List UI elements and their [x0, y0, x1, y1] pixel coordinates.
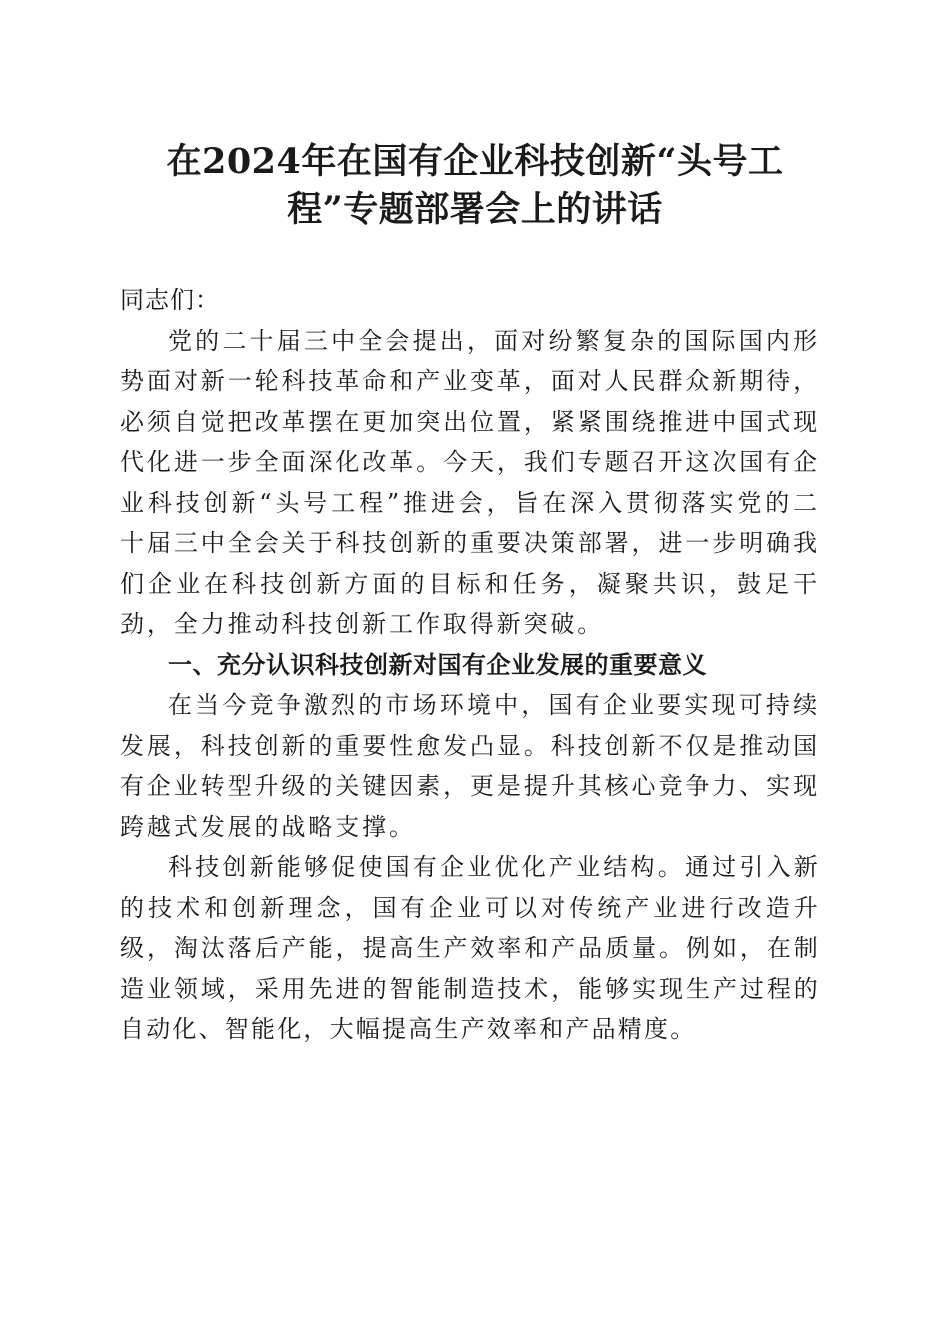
section-1-paragraph-1: 在当今竞争激烈的市场环境中，国有企业要实现可持续发展，科技创新的重要性愈发凸显。科技创新不仅是推动国有企业转型升级的关键因素，更是提升其核心竞争力、实现跨越式发展的战略支撑。 [120, 691, 820, 841]
title-line-2: 程”专题部署会上的讲话 [287, 189, 663, 230]
intro-paragraph: 党的二十届三中全会提出，面对纷繁复杂的国际国内形势面对新一轮科技革命和产业变革，面对人民群众新期待，必须自觉把改革摆在更加突出位置，紧紧围绕推进中国式现代化进一步全面深化改革。今天，我们专题召开这次国有企业科技创新“头号工程”推进会，旨在深入贯彻落实党的二十届三中全会关于科技创新的重要决策部署，进一步明确我们企业在科技创新方面的目标和任务，凝聚共识，鼓足干劲，全力推动科技创新工作取得新突破。 [120, 326, 820, 638]
section-1-heading: 一、充分认识科技创新对国有企业发展的重要意义 [168, 650, 707, 679]
document-body [120, 280, 820, 1050]
greeting: 同志们： [120, 286, 220, 314]
title-line-1: 在2024年在国有企业科技创新“头号工 [166, 141, 784, 182]
section-1-paragraph-2: 科技创新能够促使国有企业优化产业结构。通过引入新的技术和创新理念，国有企业可以对传统产业进行改造升级，淘汰落后产能，提高生产效率和产品质量。例如，在制造业领域，采用先进的智能制造技术，能够实现生产过程的自动化、智能化，大幅提高生产效率和产品精度。 [120, 853, 820, 1043]
document-title [120, 138, 830, 234]
